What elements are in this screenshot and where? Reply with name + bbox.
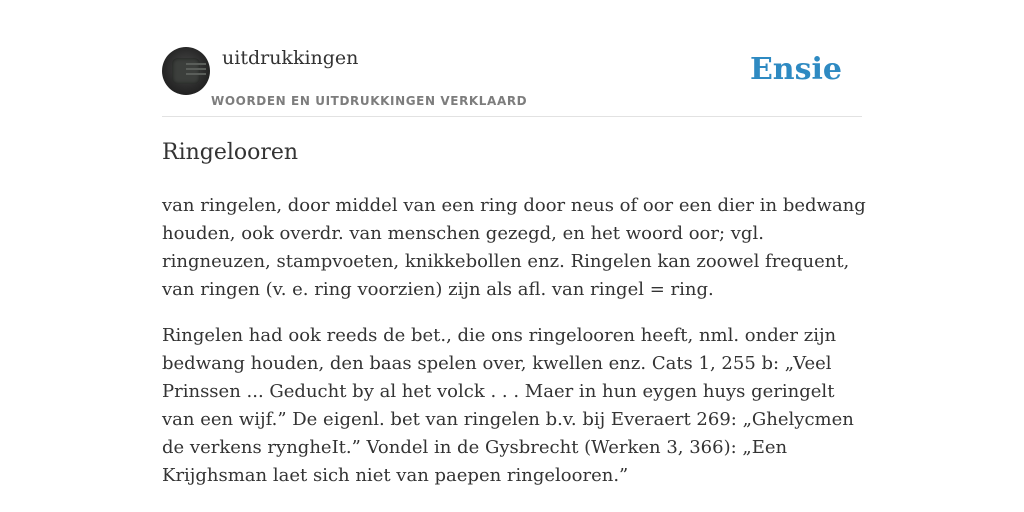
avatar[interactable] bbox=[162, 47, 210, 95]
cover-line bbox=[186, 63, 206, 65]
definition-paragraph-2: Ringelen had ook reeds de bet., die ons ringelooren heeft, nml. onder zijn bedwang houden, den baas spelen over, kwellen enz. Cats 1, 255 b: „Veel Prinssen ... Geducht by al het volck . . . Maer in hun eygen huys geringelt van een wijf.” De eigenl. bet van ringelen b.v. bij Everaert 269: „Ghelycmen de verkens ryngheIt.” Vondel in de Gysbrecht (Werken 3, 366): „Een Krijghsman laet sich niet van paepen ringelooren.” bbox=[162, 325, 854, 486]
definition-paragraph-1: van ringelen, door middel van een ring door neus of oor een dier in bedwang houden, ook overdr. van menschen gezegd, en het woord oor; vgl. ringneuzen, stampvoeten, knikkebollen enz. Ringelen kan zoowel frequent, van ringen (v. e. ring voorzien) zijn als afl. van ringel = ring. bbox=[162, 195, 866, 300]
cover-line bbox=[186, 73, 206, 75]
site-header bbox=[162, 44, 862, 117]
page-title: Ringelooren bbox=[162, 140, 299, 165]
entry-definition bbox=[162, 192, 867, 508]
site-name-link[interactable]: uitdrukkingen bbox=[222, 47, 359, 69]
ensie-logo-link[interactable]: Ensie bbox=[749, 52, 842, 87]
cover-line bbox=[186, 68, 206, 70]
book-cover-image bbox=[172, 58, 200, 84]
site-tagline: WOORDEN EN UITDRUKKINGEN VERKLAARD bbox=[211, 94, 528, 108]
